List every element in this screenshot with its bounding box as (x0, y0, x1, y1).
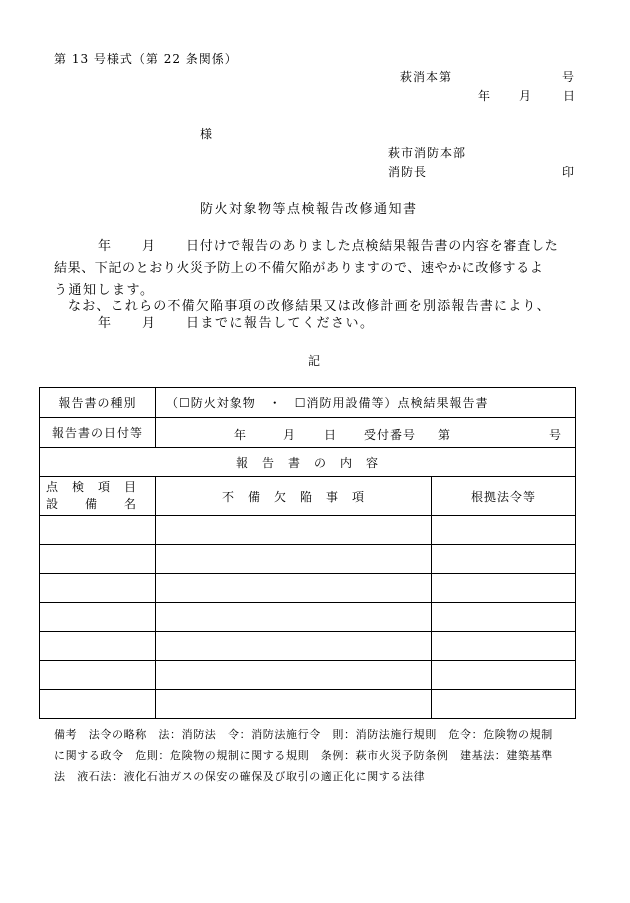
inspection-item-line: 点 検 項 目 (46, 480, 138, 494)
report-date-value (156, 418, 576, 448)
report-date-day: 日 (324, 428, 338, 442)
contents-section-header: 報 告 書 の 内 容 (40, 448, 576, 477)
report-type-label: 報告書の種別 (40, 388, 156, 418)
deficiency-header: 不 備 欠 陥 事 項 (156, 477, 432, 516)
report-type-text: （☐防火対象物 ・ ☐消防用設備等）点検結果報告書 (166, 396, 489, 410)
table-cell (432, 545, 576, 574)
document-title: 防火対象物等点検報告改修通知書 (200, 202, 418, 217)
body-line3: う通知します。 (54, 283, 155, 298)
notes-line2: に関する政令 危則：危険物の規制に関する規則 条例：萩市火災予防条例 建基法：建築基準 (54, 749, 553, 762)
report-type-value (156, 388, 576, 418)
table-cell (40, 632, 156, 661)
inspection-item-header (40, 477, 156, 516)
receipt-number-label: 受付番号 (364, 428, 417, 442)
table-row (40, 632, 576, 661)
table-row (40, 574, 576, 603)
table-cell (40, 545, 156, 574)
notes-line3: 法 液石法：液化石油ガスの保安の確保及び取引の適正化に関する法律 (54, 770, 426, 783)
body-line2: 結果、下記のとおり火災予防上の不備欠陥がありますので、速やかに改修するよ (54, 261, 544, 276)
report-table (39, 387, 576, 719)
table-cell (40, 603, 156, 632)
legal-basis-header: 根拠法令等 (432, 477, 576, 516)
table-cell (40, 661, 156, 690)
body-line5-text: 日までに報告してください。 (186, 316, 375, 331)
ki-heading: 記 (308, 354, 322, 368)
table-row (40, 690, 576, 719)
table-cell (156, 516, 432, 545)
table-cell (432, 632, 576, 661)
date-year: 年 (478, 89, 492, 103)
table-cell (432, 661, 576, 690)
receipt-number-dai: 第 (438, 428, 452, 442)
date-day: 日 (563, 89, 577, 103)
table-cell (432, 516, 576, 545)
table-cell (40, 690, 156, 719)
table-cell (156, 632, 432, 661)
date-month: 月 (519, 89, 533, 103)
table-cell (40, 516, 156, 545)
body-line5-year: 年 (98, 316, 113, 331)
sender-org: 萩市消防本部 (388, 146, 467, 160)
table-cell (156, 574, 432, 603)
body-line1-year: 年 (98, 239, 113, 254)
body-line1-text: 日付けで報告のありました点検結果報告書の内容を審査した (186, 239, 559, 254)
table-cell (432, 690, 576, 719)
table-cell (432, 603, 576, 632)
table-cell (156, 661, 432, 690)
table-row (40, 603, 576, 632)
table-cell (156, 545, 432, 574)
sender-title: 消防長 (388, 165, 428, 179)
table-cell (40, 574, 156, 603)
table-cell (156, 690, 432, 719)
table-row (40, 516, 576, 545)
table-cell (156, 603, 432, 632)
addressee-honorific: 様 (200, 127, 214, 141)
table-row (40, 661, 576, 690)
table-cell (432, 574, 576, 603)
form-number: 第 13 号様式（第 22 条関係） (54, 52, 238, 66)
body-line4: なお、これらの不備欠陥事項の改修結果又は改修計画を別添報告書により、 (68, 299, 551, 314)
body-line5-month: 月 (142, 316, 157, 331)
doc-number-suffix: 号 (562, 70, 576, 84)
report-date-year: 年 (234, 428, 248, 442)
table-row (40, 545, 576, 574)
report-date-label: 報告書の日付等 (40, 418, 156, 448)
doc-number-prefix: 萩消本第 (400, 70, 453, 84)
notes-line1: 備考 法令の略称 法：消防法 令：消防法施行令 則：消防法施行規則 危令：危険物の規制 (54, 728, 553, 741)
receipt-number-go: 号 (549, 428, 563, 442)
report-date-month: 月 (283, 428, 297, 442)
body-line1-month: 月 (142, 239, 157, 254)
equipment-name-line: 設 備 名 (46, 497, 138, 511)
seal-mark: 印 (562, 165, 576, 179)
